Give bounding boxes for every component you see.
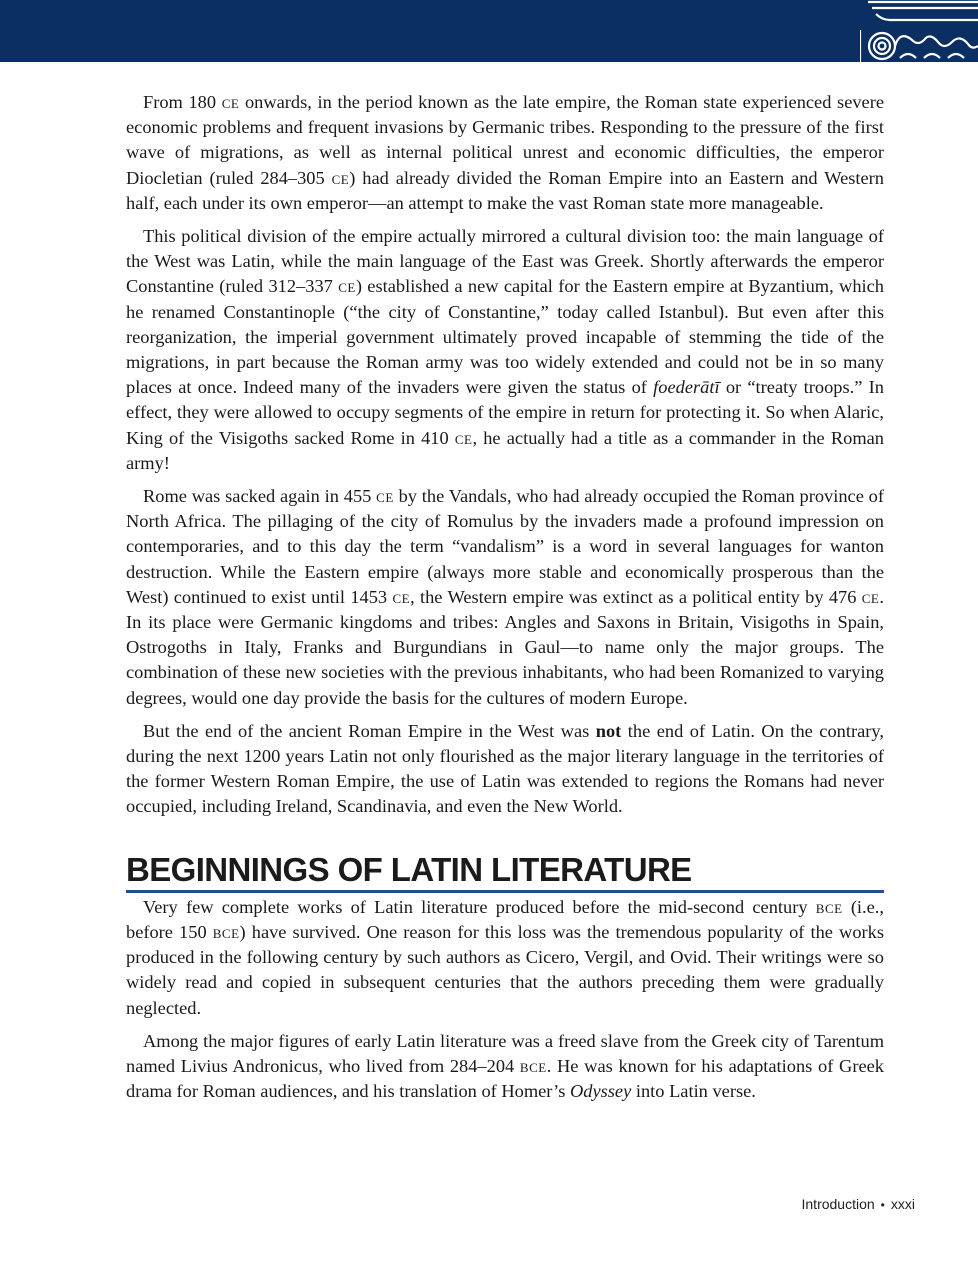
italic-term: foederātī [653, 377, 720, 398]
era-abbreviation: ce [376, 486, 394, 507]
footer-separator: • [880, 1198, 885, 1212]
ionic-capital-icon [860, 0, 978, 62]
intro-paragraph-4: But the end of the ancient Roman Empire in the West was not the end of Latin. On the contrary, during the next 1200 years Latin not only flourished as the major literary language in the territories of the former Western Roman Empire, the use of Latin was extended to regions the Romans had never occupied, including Ireland, Scandinavia, and even the New World. [126, 720, 884, 817]
section-heading: BEGINNINGS OF LATIN LITERATURE [126, 850, 884, 893]
section-paragraphs [126, 895, 884, 1105]
intro-paragraph-1: From 180 ce onwards, in the period known as the late empire, the Roman state experienced severe economic problems and frequent invasions by Germanic tribes. Responding to the pressure of the first wave of migrations, as well as internal political unrest and economic difficulties, the emperor Diocletian (ruled 284–305 ce) had already divided the Roman Empire into an Eastern and Western half, each under its own emperor—an attempt to make the vast Roman state more manageable. [126, 92, 885, 213]
era-abbreviation: ce [221, 92, 240, 112]
section-paragraph-2: Among the major figures of early Latin literature was a freed slave from the Greek city of Tarentum named Livius Andronicus, who lived from 284–204 bce. He was known for his adaptations of Greek drama for Roman audiences, and his translation of Homer’s Odyssey into Latin verse. [126, 1030, 884, 1102]
intro-paragraphs [126, 90, 884, 820]
era-abbreviation: bce [815, 896, 843, 917]
footer-label: Introduction [801, 1196, 875, 1212]
era-abbreviation: ce [331, 167, 350, 188]
intro-paragraph-2: This political division of the empire actually mirrored a cultural division too: the main language of the West was Latin, while the main language of the East was Greek. Shortly afterwards the emperor Constantine (ruled 312–337 ce) established a new capital for the Eastern empire at Byzantium, which he renamed Constantinople (“the city of Constantine,” today called Istanbul). But even after this reorganization, the imperial government ultimately proved incapable of stemming the tide of the migrations, in part because the Roman army was too widely extended and could not be in so many places at once. Indeed many of the invaders were given the status of foederātī or “treaty troops.” In effect, they were allowed to occupy segments of the empire in return for protecting it. So when Alaric, King of the Visigoths sacked Rome in 410 ce, he actually had a title as a commander in the Roman army! [126, 226, 884, 473]
bold-term: not [595, 720, 622, 741]
era-abbreviation: ce [338, 276, 356, 297]
page-number: xxxi [890, 1196, 915, 1212]
era-abbreviation: bce [519, 1055, 547, 1076]
page-content [126, 90, 884, 1112]
italic-term: Odyssey [569, 1081, 632, 1102]
era-abbreviation: ce [861, 586, 880, 607]
era-abbreviation: bce [212, 921, 240, 942]
intro-paragraph-3: Rome was sacked again in 455 ce by the Vandals, who had already occupied the Roman province of North Africa. The pillaging of the city of Romulus by the invaders made a profound impression on contemporaries, and to this day the term “vandalism” is a word in several languages for wanton destruction. While the Eastern empire (always more stable and economically prosperous than the West) continued to exist until 1453 ce, the Western empire was extinct as a political entity by 476 ce. In its place were Germanic kingdoms and tribes: Angles and Saxons in Britain, Visigoths in Spain, Ostrogoths in Italy, Franks and Burgundians in Gaul—to name only the major groups. The combination of these new societies with the previous inhabitants, who had been Romanized to varying degrees, would one day provide the basis for the cultures of modern Europe. [126, 486, 885, 708]
era-abbreviation: ce [454, 427, 473, 448]
header-band [0, 0, 978, 62]
section-paragraph-1: Very few complete works of Latin literature produced before the mid-second century bce (i.e., before 150 bce) have survived. One reason for this loss was the tremendous popularity of the works produced in the following century by such authors as Cicero, Vergil, and Ovid. Their writings were so widely read and copied in subsequent centuries that the authors preceding them were gradually neglected. [126, 896, 885, 1018]
era-abbreviation: ce [392, 586, 411, 607]
page-footer [802, 1196, 916, 1212]
